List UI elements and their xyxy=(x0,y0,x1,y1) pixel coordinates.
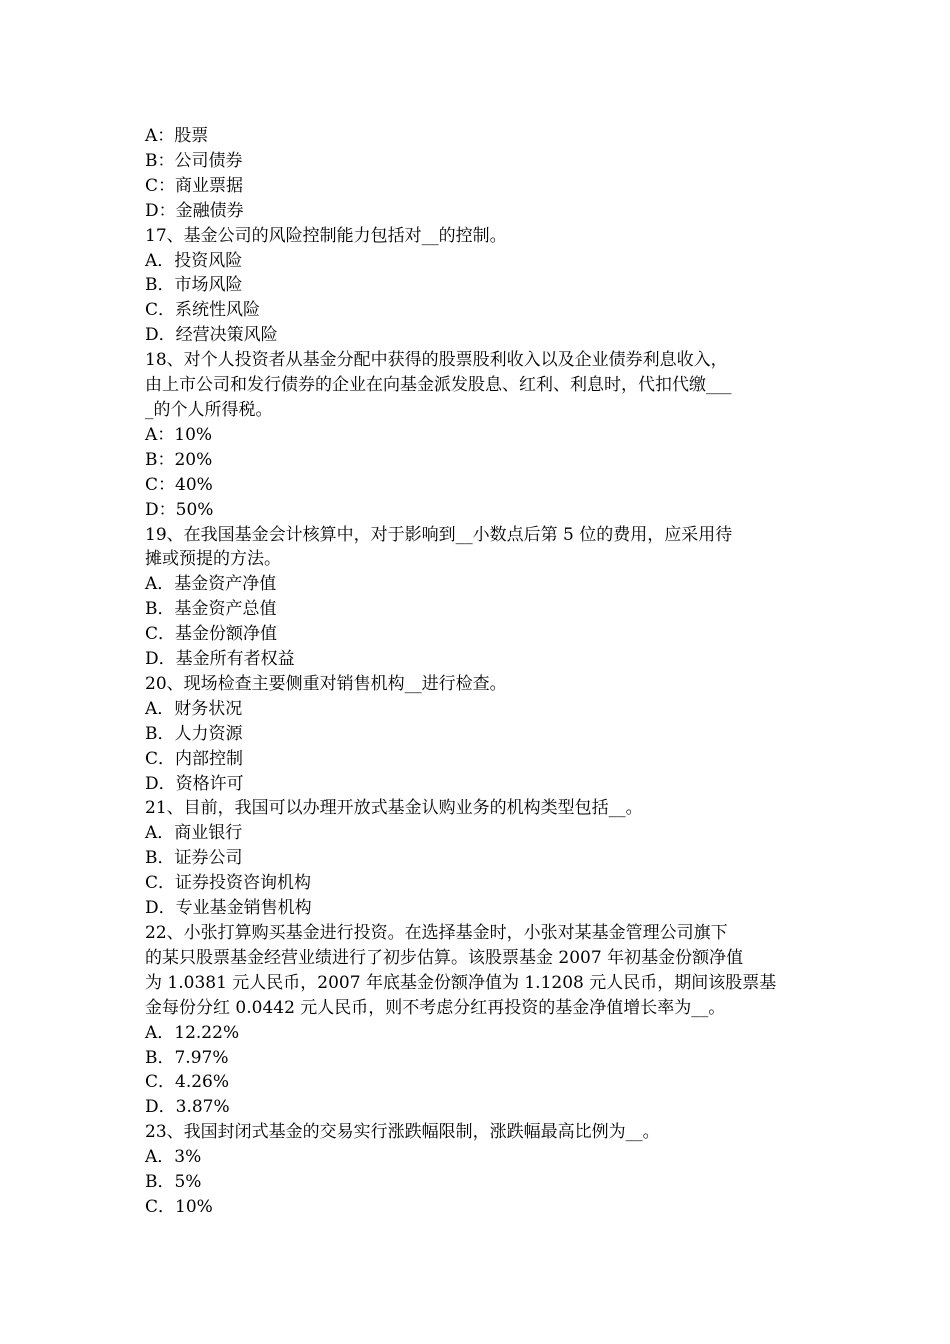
text-line: D．经营决策风险 xyxy=(145,325,278,346)
text-line: D．3.87% xyxy=(145,1097,230,1118)
text-line: 18、对个人投资者从基金分配中获得的股票股利收入以及企业债券利息收入， xyxy=(145,350,728,371)
text-line: 23、我国封闭式基金的交易实行涨跌幅限制，涨跌幅最高比例为__。 xyxy=(145,1122,660,1143)
text-line: 20、现场检查主要侧重对销售机构__进行检查。 xyxy=(145,673,507,694)
text-line: A．基金资产净值 xyxy=(145,574,277,595)
text-line: B：20% xyxy=(145,449,213,470)
text-line: C．10% xyxy=(145,1196,213,1217)
text-line: 21、目前，我国可以办理开放式基金认购业务的机构类型包括__。 xyxy=(145,798,643,819)
text-line: C．系统性风险 xyxy=(145,300,261,321)
text-line: 为 1.0381 元人民币，2007 年底基金份额净值为 1.1208 元人民币，期间该股票基 xyxy=(145,972,777,993)
text-line: A．财务状况 xyxy=(145,698,243,719)
text-line: B．基金资产总值 xyxy=(145,599,277,620)
text-line: _的个人所得税。 xyxy=(145,399,273,420)
text-line: A：10% xyxy=(145,424,213,445)
text-line: D：金融债券 xyxy=(145,200,244,221)
text-line: B．7.97% xyxy=(145,1047,229,1068)
document-page xyxy=(145,124,815,1220)
text-line: C：40% xyxy=(145,474,213,495)
text-line: 的某只股票基金经营业绩进行了初步估算。该股票基金 2007 年初基金份额净值 xyxy=(145,947,744,968)
text-line: 由上市公司和发行债券的企业在向基金派发股息、红利、利息时，代扣代缴___ xyxy=(145,375,732,396)
text-line: 22、小张打算购买基金进行投资。在选择基金时，小张对某基金管理公司旗下 xyxy=(145,923,728,943)
text-line: D．专业基金销售机构 xyxy=(145,898,312,919)
text-line: A．3% xyxy=(145,1147,202,1168)
text-line: A．12.22% xyxy=(145,1022,240,1043)
text-line: A．投资风险 xyxy=(145,250,243,271)
text-line: 19、在我国基金会计核算中，对于影响到__小数点后第 5 位的费用，应采用待 xyxy=(145,524,733,545)
text-line: C：商业票据 xyxy=(145,175,244,196)
text-line: B．证券公司 xyxy=(145,848,243,869)
text-line: C．基金份额净值 xyxy=(145,624,278,645)
text-line: D．资格许可 xyxy=(145,773,244,794)
text-line: 金每份分红 0.0442 元人民币，则不考虑分红再投资的基金净值增长率为__。 xyxy=(145,997,726,1018)
text-line: B．市场风险 xyxy=(145,275,243,296)
text-line: B．人力资源 xyxy=(145,723,243,744)
text-line: D．基金所有者权益 xyxy=(145,649,295,670)
text-line: C．证券投资咨询机构 xyxy=(145,873,312,894)
text-line: C．4.26% xyxy=(145,1072,230,1093)
text-line: D：50% xyxy=(145,499,214,520)
text-line: A：股票 xyxy=(145,126,209,146)
text-line: B：公司债券 xyxy=(145,150,243,171)
text-line: C．内部控制 xyxy=(145,748,244,769)
text-line: 17、基金公司的风险控制能力包括对__的控制。 xyxy=(145,225,507,246)
text-line: B．5% xyxy=(145,1172,202,1193)
text-line: A．商业银行 xyxy=(145,823,243,844)
text-line: 摊或预提的方法。 xyxy=(145,549,281,570)
